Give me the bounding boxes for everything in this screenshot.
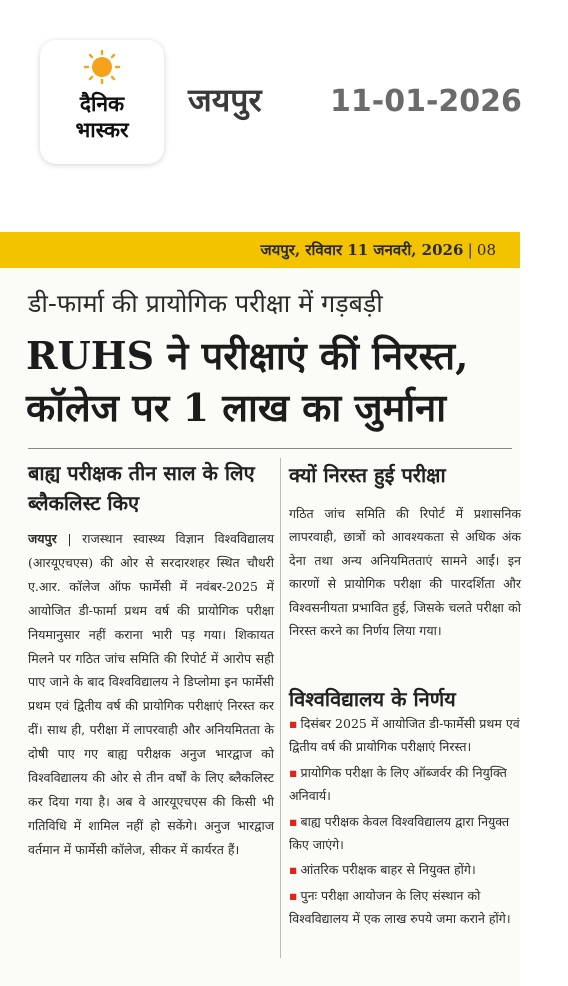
headline-divider xyxy=(28,448,512,449)
left-subheading: बाह्य परीक्षक तीन साल के लिए ब्लैकलिस्ट किए xyxy=(28,461,255,515)
bullet-icon: ▪ xyxy=(289,813,298,829)
decision-text: दिसंबर 2025 में आयोजित डी-फार्मेसी प्रथम एवं द्वितीय वर्ष की प्रायोगिक परीक्षाएं निरस्त। xyxy=(289,716,520,755)
dateline-band xyxy=(0,232,520,268)
left-article-body: जयपुर | राजस्थान स्वास्थ्य विज्ञान विश्वविद्यालय (आरयूएचएस) की ओर से सरदारशहर स्थित चौधरी ए.आर. कॉलेज ऑफ फार्मेसी में नवंबर-2025 में आयोजित डी-फार्मा प्रथम वर्ष की प्रायोगिक परीक्षा नियमानुसार नहीं कराना भारी पड़ गया। शिकायत मिलने पर गठित जांच समिति की रिपोर्ट में आरोप सही पाए जाने के बाद विश्वविद्यालय ने डिप्लोमा इन फार्मेसी प्रथम एवं द्वितीय वर्ष की प्रायोगिक परीक्षाएं निरस्त कर दीं। साथ ही, परीक्षा में लापरवाही और अनियमितता के दोषी पाए गए बाह्य परीक्षक अनुज भारद्वाज को विश्वविद्यालय की ओर से तीन वर्षों के लिए ब्लैकलिस्ट कर दिया गया है। अब वे आरयूएचएस की किसी भी गतिविधि में शामिल नहीं हो सकेंगे। अनुज भारद्वाज वर्तमान में फार्मेसी कॉलेज, सीकर में कार्यरत हैं। xyxy=(28,531,274,857)
kicker-headline: डी-फार्मा की प्रायोगिक परीक्षा में गड़बड़ी xyxy=(28,289,383,318)
column-divider xyxy=(280,458,281,958)
decisions-list xyxy=(289,712,523,933)
byline: जयपुर xyxy=(28,531,57,546)
decision-item xyxy=(289,810,523,857)
dateline xyxy=(260,240,496,260)
header-date: 11-01-2026 xyxy=(330,84,522,119)
logo-word-dainik: दैनिक xyxy=(79,92,125,116)
decision-item xyxy=(289,884,523,931)
decision-item xyxy=(289,761,523,808)
headline-line-2: कॉलेज पर 1 लाख का जुर्माना xyxy=(26,385,447,430)
main-headline xyxy=(26,330,518,434)
logo-word-bhaskar: भास्कर xyxy=(75,118,129,142)
bullet-icon: ▪ xyxy=(289,764,298,780)
decision-item xyxy=(289,712,523,759)
decision-text: बाह्य परीक्षक केवल विश्वविद्यालय द्वारा नियुक्त किए जाएंगे। xyxy=(289,813,510,853)
right-article-body: गठित जांच समिति की रिपोर्ट में प्रशासनिक लापरवाही, छात्रों को आवश्यकता से अधिक अंक देना तथा अन्य अनियमितताएं सामने आईं। इन कारणों से प्रायोगिक परीक्षा की पारदर्शिता और विश्वसनीयता प्रभावित हुई, जिसके चलते परीक्षा को निरस्त करने का निर्णय लिया गया। xyxy=(289,506,521,639)
decision-item xyxy=(289,858,523,881)
header-city: जयपुर xyxy=(188,81,262,119)
dateline-separator: | xyxy=(467,241,473,259)
decision-text: प्रायोगिक परीक्षा के लिए ऑब्जर्वर की नियुक्ति अनिवार्य। xyxy=(289,764,507,804)
headline-line-1: RUHS ने परीक्षाएं कीं निरस्त, xyxy=(26,333,469,378)
dateline-text: जयपुर, रविवार 11 जनवरी, 2026 xyxy=(260,241,464,259)
sun-icon xyxy=(82,50,122,84)
decision-text: आंतरिक परीक्षक बाहर से नियुक्त होंगे। xyxy=(300,862,476,878)
decisions-heading: विश्वविद्यालय के निर्णय xyxy=(289,687,456,711)
decision-text: पुनः परीक्षा आयोजन के लिए संस्थान को विश्वविद्यालय में एक लाख रुपये जमा कराने होंगे। xyxy=(289,887,511,927)
left-body-text: राजस्थान स्वास्थ्य विज्ञान विश्वविद्यालय (आरयूएचएस) की ओर से सरदारशहर स्थित चौधरी ए.आर. कॉलेज ऑफ फार्मेसी में नवंबर-2025 में आयोजित डी-फार्मा प्रथम वर्ष की प्रायोगिक परीक्षा नियमानुसार नहीं कराना भारी पड़ गया। शिकायत मिलने पर गठित जांच समिति की रिपोर्ट में आरोप सही पाए जाने के बाद विश्वविद्यालय ने डिप्लोमा इन फार्मेसी प्रथम एवं द्वितीय वर्ष की प्रायोगिक परीक्षाएं निरस्त कर दीं। साथ ही, परीक्षा में लापरवाही और अनियमितता के दोषी पाए गए बाह्य परीक्षक अनुज भारद्वाज को विश्वविद्यालय की ओर से तीन वर्षों के लिए ब्लैकलिस्ट कर दिया गया है। अब वे आरयूएचएस की किसी भी गतिविधि में शामिल नहीं हो सकेंगे। अनुज भारद्वाज वर्तमान में फार्मेसी कॉलेज, सीकर में कार्यरत हैं। xyxy=(28,531,274,857)
bullet-icon: ▪ xyxy=(289,862,298,878)
bullet-icon: ▪ xyxy=(289,716,298,731)
dainik-bhaskar-logo xyxy=(40,40,164,164)
page-number: 08 xyxy=(476,241,496,259)
bullet-icon: ▪ xyxy=(289,887,298,903)
right-subheading: क्यों निरस्त हुई परीक्षा xyxy=(289,463,446,487)
